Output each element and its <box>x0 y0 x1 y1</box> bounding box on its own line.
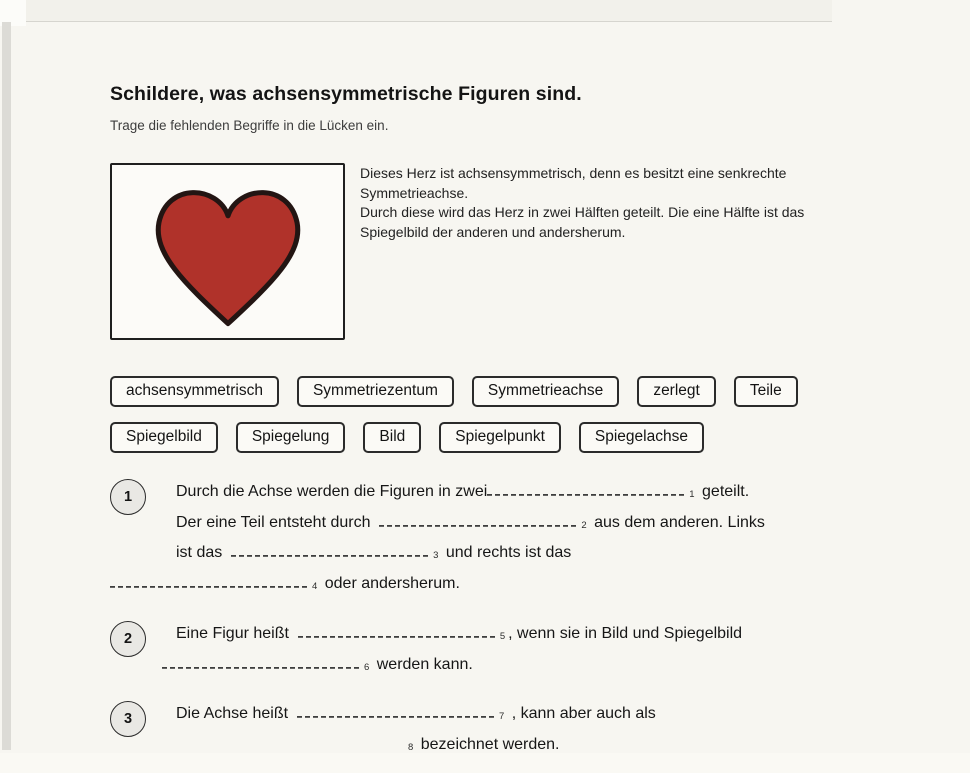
word-chip[interactable]: zerlegt <box>637 376 716 407</box>
exercise-line <box>406 730 936 761</box>
exercise-text: Die Achse heißt <box>176 705 297 722</box>
exercise-text: werden kann. <box>372 655 473 673</box>
fill-blank-5[interactable] <box>298 625 498 638</box>
exercise-line <box>110 569 936 600</box>
heart-icon <box>143 172 313 332</box>
exercise-number-badge <box>110 621 146 657</box>
exercise-text: , wenn sie in Bild und Spiegelbild <box>508 625 743 642</box>
word-chip[interactable]: Spiegelung <box>236 422 346 453</box>
word-chip[interactable]: Spiegelachse <box>579 422 704 453</box>
blank-number: 7 <box>498 711 505 722</box>
exercise-2 <box>110 619 936 680</box>
exercise-text: oder andersherum. <box>320 574 460 592</box>
exercise-1 <box>110 477 936 599</box>
blank-number: 6 <box>364 661 370 673</box>
exercise-text: , kann aber auch als <box>507 705 656 722</box>
exercise-text: Der eine Teil entsteht durch <box>176 513 380 531</box>
word-chip[interactable]: Teile <box>734 376 798 407</box>
exercise-line <box>176 699 936 730</box>
exercise-number-badge <box>110 701 146 737</box>
exercise-line <box>176 477 936 508</box>
fill-blank-7[interactable] <box>297 705 497 718</box>
page-title: Schildere, was achsensymmetrische Figuren sind. <box>110 83 582 105</box>
exercise-line <box>176 508 936 539</box>
exercise-text: und rechts ist das <box>441 544 572 562</box>
blank-number: 1 <box>689 489 695 500</box>
word-bank-row-2 <box>110 422 960 453</box>
figure-description-line: Symmetrieachse. <box>360 184 469 201</box>
page-instructions: Trage die fehlenden Begriffe in die Lücken ein. <box>110 118 389 133</box>
exercise-text: geteilt. <box>697 483 750 500</box>
exercise-number: 2 <box>123 631 133 647</box>
figure-description-line: Dieses Herz ist achsensymmetrisch, denn es besitzt eine senkrechte <box>360 165 787 181</box>
word-bank <box>110 376 960 453</box>
exercise-line <box>176 538 936 569</box>
exercise-3-lines <box>176 699 936 760</box>
word-bank-row-1 <box>110 376 960 407</box>
blank-number: 3 <box>433 550 439 562</box>
blank-number: 5 <box>499 631 506 642</box>
fill-blank-4[interactable] <box>110 575 310 588</box>
fill-blank-3[interactable] <box>231 544 431 557</box>
figure-description <box>360 164 935 242</box>
blank-number: 4 <box>312 580 318 592</box>
blank-number: 2 <box>581 519 587 531</box>
page-edge-shadow-left <box>2 22 11 750</box>
exercise-text: ist das <box>176 544 232 562</box>
exercise-line <box>162 650 936 681</box>
exercise-number-badge <box>110 479 146 515</box>
exercise-number: 3 <box>123 711 133 727</box>
fill-blank-1[interactable] <box>487 483 687 496</box>
page-edge-top <box>0 0 832 22</box>
exercise-text: aus dem anderen. Links <box>589 513 765 531</box>
word-chip[interactable]: Spiegelpunkt <box>439 422 561 453</box>
exercise-2-lines <box>176 619 936 680</box>
word-chip[interactable]: Symmetrieachse <box>472 376 619 407</box>
heart-shape <box>158 192 298 323</box>
exercise-line <box>176 619 936 650</box>
word-chip[interactable]: Spiegelbild <box>110 422 218 453</box>
heart-image-box <box>110 163 345 340</box>
word-chip[interactable]: Bild <box>363 422 421 453</box>
figure-description-line: Durch diese wird das Herz in zwei Hälften geteilt. Die eine Hälfte ist das <box>360 204 805 220</box>
word-chip[interactable]: Symmetriezentum <box>297 376 454 407</box>
word-chip[interactable]: achsensymmetrisch <box>110 376 279 407</box>
blank-number: 8 <box>408 741 414 753</box>
exercise-1-lines <box>176 477 936 599</box>
fill-blank-2[interactable] <box>379 514 579 527</box>
exercise-text: Durch die Achse werden die Figuren in zwei <box>176 483 488 500</box>
exercise-text: bezeichnet werden. <box>416 735 560 753</box>
exercise-text: Eine Figur heißt <box>176 625 298 642</box>
fill-blank-6[interactable] <box>162 656 362 669</box>
figure-description-line: Spiegelbild der anderen und andersherum. <box>360 223 626 240</box>
exercise-number: 1 <box>123 489 133 505</box>
exercise-3 <box>110 699 936 760</box>
